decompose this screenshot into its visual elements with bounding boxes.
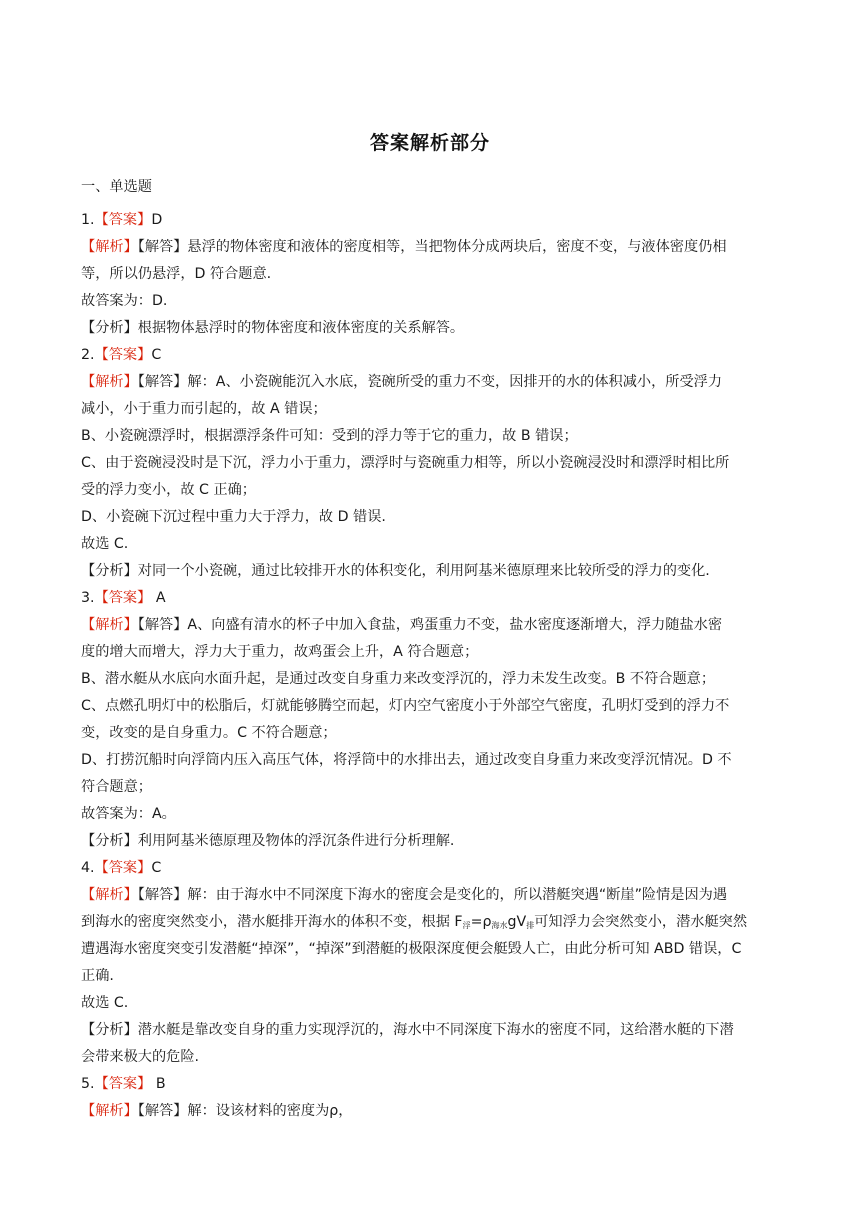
q2-explanation-line-3: B、小瓷碗漂浮时，根据漂浮条件可知：受到的浮力等于它的重力，故 B 错误； [81, 428, 578, 444]
q1-number: 1. [81, 212, 95, 228]
q4-explanation-1: 【解答】解：由于海水中不同深度下海水的密度会是变化的，所以潜艇突遇“断崖”险情是因为遇 [137, 887, 728, 903]
section-heading: 一、单选题 [81, 179, 152, 195]
q2-conclusion: 故选 C. [81, 536, 129, 552]
answer-tag: 【答案】 [94, 212, 152, 228]
q4-fenxi-line-1: 【分析】潜水艇是靠改变自身的重力实现浮沉的，海水中不同深度下海水的密度不同，这给潜水艇的下潜 [81, 1022, 734, 1038]
q2-explanation-line-5: 受的浮力变小，故 C 正确； [81, 482, 256, 498]
q5-explanation-1: 【解答】解：设该材料的密度为ρ， [137, 1103, 353, 1119]
answer-tag: 【答案】 [94, 1076, 152, 1092]
q5-explanation-line-1 [81, 1098, 781, 1125]
q3-explanation-1: 【解答】A、向盛有清水的杯子中加入食盐，鸡蛋重力不变，盐水密度逐渐增大，浮力随盐水密 [137, 617, 723, 633]
subscript-fu: 浮 [462, 921, 471, 930]
q1-explanation-line-2: 等，所以仍悬浮，D 符合题意. [81, 266, 272, 282]
q3-number: 3. [81, 590, 95, 606]
q3-fenxi: 【分析】利用阿基米德原理及物体的浮沉条件进行分析理解. [81, 833, 455, 849]
q2-answer: C [151, 347, 162, 363]
q4-conclusion: 故选 C. [81, 995, 129, 1011]
analysis-tag: 【解析】 [81, 1103, 138, 1119]
q4-explanation-line-2 [81, 909, 781, 936]
analysis-tag: 【解析】 [81, 887, 138, 903]
q3-explanation-line-3: B、潜水艇从水底向水面升起，是通过改变自身重力来改变浮沉的，浮力未发生改变。B 不符合题意； [81, 671, 716, 687]
q2-explanation-line-2: 减小，小于重力而引起的，故 A 错误； [81, 401, 327, 417]
q3-conclusion: 故答案为：A。 [81, 806, 176, 822]
subscript-haishui: 海水 [491, 921, 508, 930]
q3-explanation-line-4: C、点燃孔明灯中的松脂后，灯就能够腾空而起，灯内空气密度小于外部空气密度，孔明灯受到的浮力不 [81, 698, 730, 714]
q1-conclusion: 故答案为：D. [81, 293, 168, 309]
q4-explanation-line-3: 遭遇海水密度突变引发潜艇“掉深”，“掉深”到潜艇的极限深度便会艇毁人亡，由此分析可知 ABD 错误，C [81, 941, 742, 957]
q5-answer-line [81, 1071, 781, 1098]
content-body [81, 174, 781, 1125]
analysis-tag: 【解析】 [81, 374, 138, 390]
q4-number: 4. [81, 860, 95, 876]
q3-explanation-line-5: 变，改变的是自身重力。C 不符合题意； [81, 725, 337, 741]
q1-fenxi: 【分析】根据物体悬浮时的物体密度和液体密度的关系解答。 [81, 320, 465, 336]
q4-explanation-line-4: 正确. [81, 968, 114, 984]
q5-number: 5. [81, 1076, 95, 1092]
q1-answer: D [151, 212, 163, 228]
q4-answer-line [81, 855, 781, 882]
q3-answer-line [81, 585, 781, 612]
q1-explanation-line-1 [81, 234, 781, 261]
q1-explanation-1: 【解答】悬浮的物体密度和液体的密度相等，当把物体分成两块后，密度不变，与液体密度仍相 [137, 239, 727, 255]
q3-explanation-line-2: 度的增大而增大，浮力大于重力，故鸡蛋会上升，A 符合题意； [81, 644, 479, 660]
q2-explanation-1: 【解答】解：A、小瓷碗能沉入水底，瓷碗所受的重力不变，因排开的水的体积减小，所受浮力 [137, 374, 723, 390]
q1-answer-line [81, 207, 781, 234]
analysis-tag: 【解析】 [81, 617, 138, 633]
q4-explanation-2-tail: 可知浮力会突然变小，潜水艇突然 [534, 914, 748, 930]
q2-number: 2. [81, 347, 95, 363]
q2-explanation-line-1 [81, 369, 781, 396]
answer-tag: 【答案】 [94, 347, 152, 363]
formula-rho: =ρ [470, 914, 492, 930]
q3-explanation-line-1 [81, 612, 781, 639]
q2-explanation-line-4: C、由于瓷碗浸没时是下沉，浮力小于重力，漂浮时与瓷碗重力相等，所以小瓷碗浸没时和漂浮时相比所 [81, 455, 730, 471]
q3-answer: A [151, 590, 166, 606]
page-title: 答案解析部分 [369, 132, 490, 154]
formula-gv: gV [507, 914, 527, 930]
q2-fenxi: 【分析】对同一个小瓷碗，通过比较排开水的体积变化，利用阿基米德原理来比较所受的浮力的变化. [81, 563, 710, 579]
q2-explanation-line-6: D、小瓷碗下沉过程中重力大于浮力，故 D 错误. [81, 509, 386, 525]
q4-answer: C [151, 860, 162, 876]
q3-explanation-line-6: D、打捞沉船时向浮筒内压入高压气体，将浮筒中的水排出去，通过改变自身重力来改变浮沉情况。D 不 [81, 752, 732, 768]
q4-fenxi-line-2: 会带来极大的危险. [81, 1049, 200, 1065]
q4-explanation-line-1 [81, 882, 781, 909]
subscript-pai: 排 [526, 921, 535, 930]
q3-explanation-line-7: 符合题意； [81, 779, 152, 795]
q2-answer-line [81, 342, 781, 369]
answer-tag: 【答案】 [94, 590, 152, 606]
q4-explanation-2: 到海水的密度突然变小，潜水艇排开海水的体积不变，根据 F [81, 914, 463, 930]
q5-answer: B [151, 1076, 166, 1092]
analysis-tag: 【解析】 [81, 239, 138, 255]
answer-tag: 【答案】 [94, 860, 152, 876]
